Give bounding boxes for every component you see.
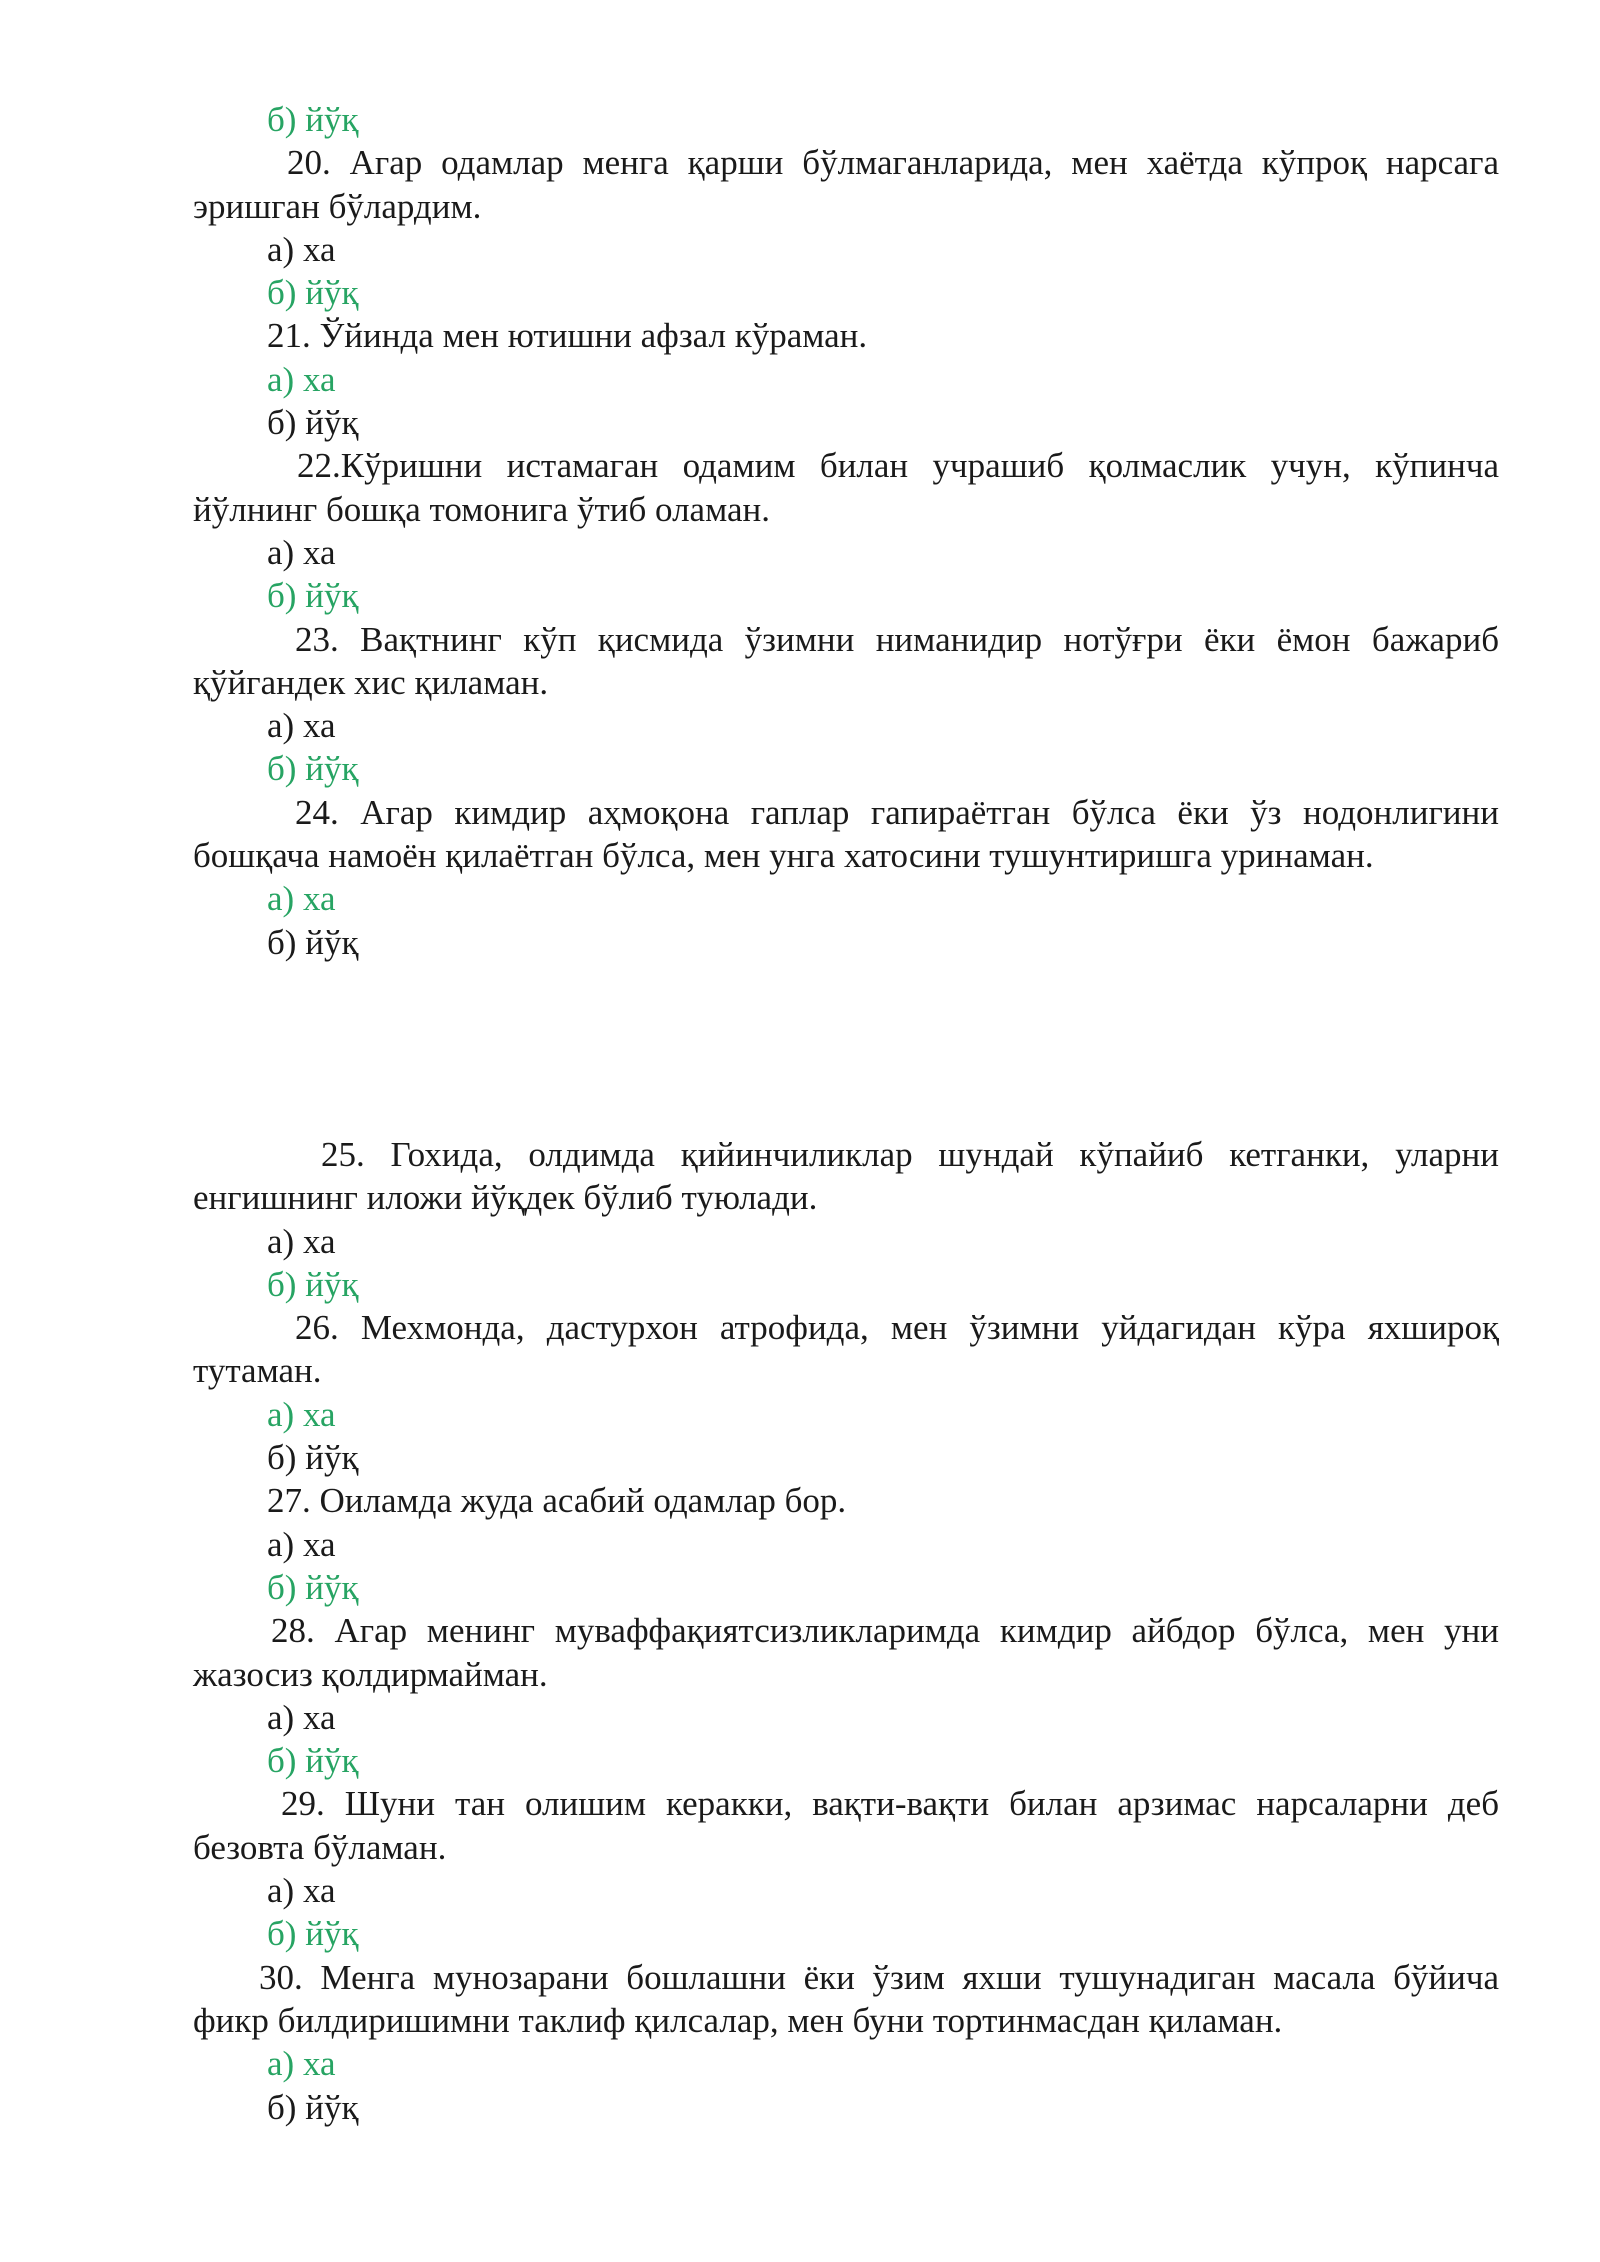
answer-option-selected: б) йўқ: [267, 273, 359, 313]
answer-option-selected: б) йўқ: [267, 1567, 359, 1607]
answer-option: а) ха: [267, 706, 336, 746]
question-text: 25. Гохида, олдимда қийинчиликлар шундай кўпайиб кетганки, уларни: [321, 1135, 1499, 1174]
answer-option-selected: б) йўқ: [267, 749, 359, 789]
answer-option-selected: а) ха: [267, 879, 336, 919]
answer-option-selected: б) йўқ: [267, 1741, 359, 1781]
question-text: 27. Оиламда жуда асабий одамлар бор.: [267, 1481, 847, 1521]
answer-option: а) ха: [267, 1697, 336, 1737]
answer-option: а) ха: [267, 1524, 336, 1564]
question-text: 30. Менга мунозарани бошлашни ёки ўзим яхши тушунадиган масала бўйича: [259, 1957, 1499, 1997]
answer-option: а) ха: [267, 532, 336, 572]
question-text: 20. Агар одамлар менга қарши бўлмаганларида, мен хаётда кўпроқ нарсага: [287, 143, 1499, 183]
answer-option: а) ха: [267, 1221, 336, 1261]
answer-option-selected: а) ха: [267, 359, 336, 399]
answer-option: а) ха: [267, 1871, 336, 1911]
question-text: 24. Агар кимдир аҳмоқона гаплар гапираётган бўлса ёки ўз нодонлигини: [295, 792, 1499, 832]
answer-option-selected: б) йўқ: [267, 1264, 359, 1304]
answer-option: б) йўқ: [267, 1438, 359, 1478]
answer-option: б) йўқ: [267, 922, 359, 962]
question-text-continuation: жазосиз қолдирмайман.: [193, 1654, 548, 1694]
answer-option-selected: а) ха: [267, 1394, 336, 1434]
questions-block-2: [193, 1133, 1499, 2129]
question-text: 22.Кўришни истамаган одамим билан учрашиб қолмаслик учун, кўпинча: [297, 446, 1499, 486]
question-text-continuation: енгишнинг иложи йўқдек бўлиб туюлади.: [193, 1178, 818, 1218]
question-text: 28. Агар менинг муваффақиятсизликларимда кимдир айбдор бўлса, мен уни: [271, 1611, 1499, 1651]
question-text-continuation: фикр билдиришимни таклиф қилсалар, мен буни тортинмасдан қиламан.: [193, 2000, 1283, 2040]
answer-option-selected: б) йўқ: [267, 1914, 359, 1954]
question-text: 23. Вақтнинг кўп қисмида ўзимни ниманидир нотўғри ёки ёмон бажариб: [295, 619, 1499, 659]
question-text-continuation: безовта бўламан.: [193, 1827, 447, 1867]
answer-option: б) йўқ: [267, 403, 359, 443]
question-text-continuation: йўлнинг бошқа томонига ўтиб оламан.: [193, 489, 771, 529]
answer-option-selected: б) йўқ: [267, 100, 359, 139]
answer-option-selected: б) йўқ: [267, 576, 359, 616]
question-text: 26. Мехмонда, дастурхон атрофида, мен ўзимни уйдагидан кўра яхшироқ: [295, 1308, 1499, 1348]
question-text-continuation: эришган бўлардим.: [193, 186, 482, 226]
questions-block-1: [193, 98, 1499, 964]
question-text-continuation: тутаман.: [193, 1351, 322, 1391]
question-text-continuation: бошқача намоён қилаётган бўлса, мен унга хатосини тушунтиришга уринаман.: [193, 836, 1374, 876]
question-text: 29. Шуни тан олишим керакки, вақти-вақти билан арзимас нарсаларни деб: [281, 1784, 1499, 1824]
answer-option: б) йўқ: [267, 2087, 359, 2127]
answer-option-selected: а) ха: [267, 2044, 336, 2084]
question-text-continuation: қўйгандек хис қиламан.: [193, 662, 549, 702]
answer-option: а) ха: [267, 229, 336, 269]
question-text: 21. Ўйинда мен ютишни афзал кўраман.: [267, 316, 868, 356]
